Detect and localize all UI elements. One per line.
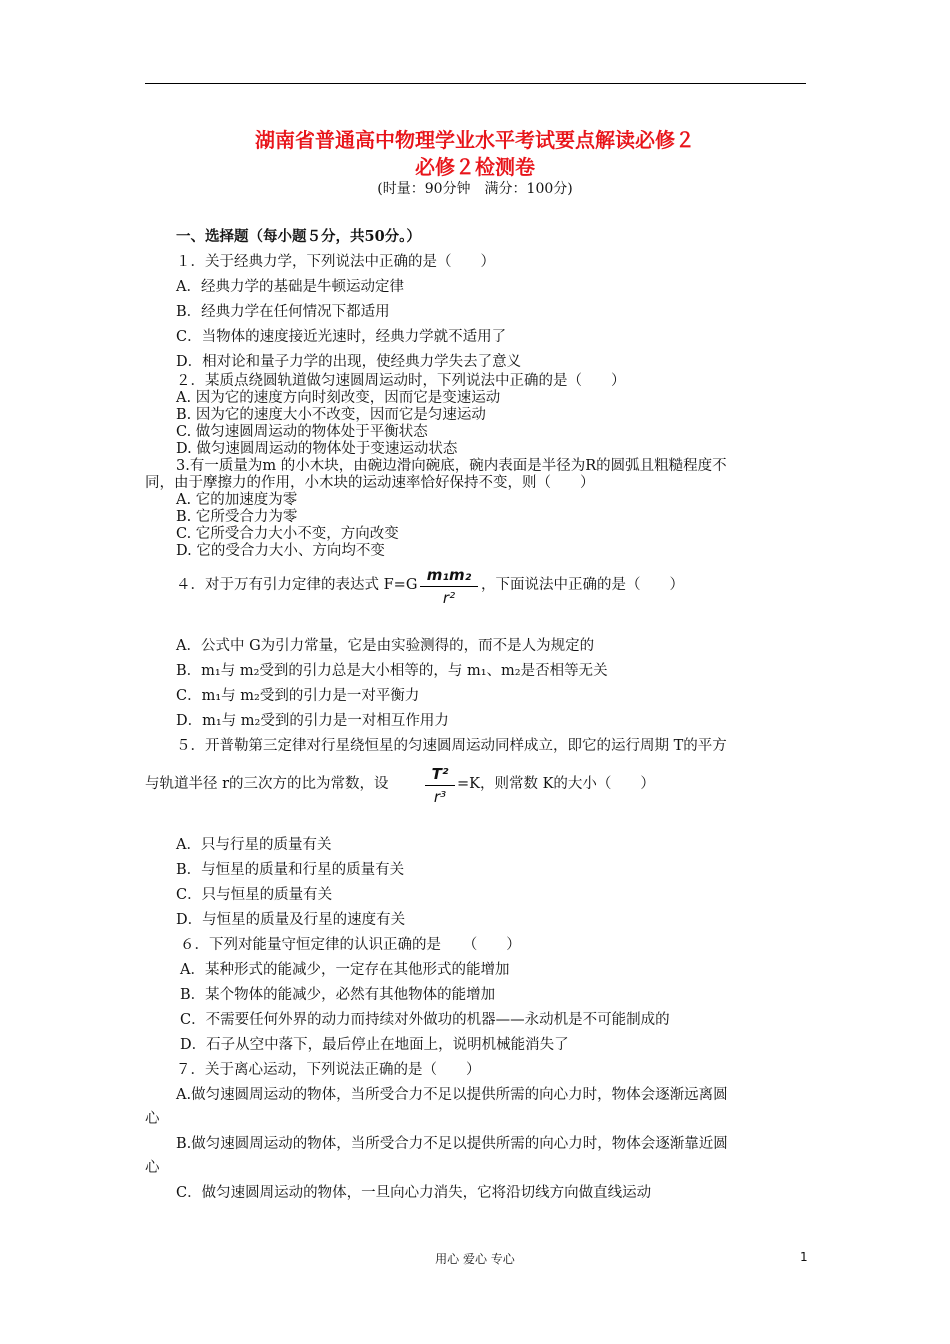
- q2-option-a: A. 因为它的速度方向时刻改变，因而它是变速运动: [176, 390, 501, 406]
- q4-formula-denominator: r²: [442, 589, 456, 607]
- q6-option-d: D．石子从空中落下，最后停止在地面上，说明机械能消失了: [180, 1037, 569, 1053]
- q4-option-b: B．m₁与 m₂受到的引力总是大小相等的，与 m₁、m₂是否相等无关: [176, 663, 608, 679]
- q2-option-b: B. 因为它的速度大小不改变，因而它是匀速运动: [176, 407, 486, 423]
- q6-option-a: A．某种形式的能减少，一定存在其他形式的能增加: [180, 962, 510, 978]
- q6-stem: ６．下列对能量守恒定律的认识正确的是 （ ）: [180, 937, 521, 953]
- q4-option-c: C．m₁与 m₂受到的引力是一对平衡力: [176, 688, 420, 704]
- q3-option-d: D. 它的受合力大小、方向均不变: [176, 543, 385, 559]
- q5-formula-numerator: T²: [431, 765, 449, 783]
- q3-option-a: A. 它的加速度为零: [176, 492, 298, 508]
- footer-text: 用心 爱心 专心: [435, 1252, 515, 1266]
- q2-option-c: C. 做匀速圆周运动的物体处于平衡状态: [176, 424, 428, 440]
- q4-stem-prefix: ４．对于万有引力定律的表达式 F=G: [176, 577, 418, 593]
- page-number: 1: [800, 1250, 808, 1264]
- q1-option-d: D．相对论和量子力学的出现，使经典力学失去了意义: [176, 354, 522, 370]
- q5-option-d: D．与恒星的质量及行星的速度有关: [176, 912, 406, 928]
- q5-stem-line1: ５．开普勒第三定律对行星绕恒星的匀速圆周运动同样成立，即它的运行周期 T的平方: [176, 738, 727, 754]
- q5-stem-line2-suffix: =K，则常数 K的大小（ ）: [457, 776, 655, 792]
- q6-option-b: B．某个物体的能减少，必然有其他物体的能增加: [180, 987, 496, 1003]
- fraction-bar: [420, 586, 478, 587]
- section-heading: 一、选择题（每小题５分，共50分。）: [176, 228, 421, 245]
- q4-stem-suffix: ，下面说法中正确的是（ ）: [481, 577, 684, 593]
- q4-formula-numerator: m₁m₂: [426, 566, 472, 584]
- q7-option-b-line1: B.做匀速圆周运动的物体，当所受合力不足以提供所需的向心力时，物体会逐渐靠近圆: [176, 1136, 728, 1152]
- q7-option-b-line2: 心: [145, 1160, 160, 1176]
- document-title: 湖南省普通高中物理学业水平考试要点解读必修２: [255, 128, 695, 152]
- q1-option-a: A．经典力学的基础是牛顿运动定律: [176, 279, 404, 295]
- q7-stem: ７．关于离心运动，下列说法正确的是（ ）: [176, 1062, 481, 1078]
- q4-formula: [420, 566, 478, 607]
- fraction-bar: [425, 785, 455, 786]
- q6-option-c: C．不需要任何外界的动力而持续对外做功的机器——永动机是不可能制成的: [180, 1012, 670, 1028]
- q1-option-c: C．当物体的速度接近光速时，经典力学就不适用了: [176, 329, 507, 345]
- q4-option-a: A．公式中 G为引力常量，它是由实验测得的，而不是人为规定的: [176, 638, 595, 654]
- q3-stem-line1: 3.有一质量为m 的小木块，由碗边滑向碗底，碗内表面是半径为R的圆弧且粗糙程度不: [176, 458, 727, 474]
- q2-stem: ２．某质点绕圆轨道做匀速圆周运动时，下列说法中正确的是（ ）: [176, 373, 626, 389]
- q4-option-d: D．m₁与 m₂受到的引力是一对相互作用力: [176, 713, 449, 729]
- document-subtitle-title: 必修２检测卷: [415, 155, 535, 179]
- q1-stem: １．关于经典力学，下列说法中正确的是（ ）: [176, 254, 495, 270]
- q5-option-a: A．只与行星的质量有关: [176, 837, 332, 853]
- q3-option-b: B. 它所受合力为零: [176, 509, 298, 525]
- header-rule: [145, 83, 806, 84]
- q5-option-b: B．与恒星的质量和行星的质量有关: [176, 862, 405, 878]
- q7-option-c: C．做匀速圆周运动的物体，一旦向心力消失，它将沿切线方向做直线运动: [176, 1185, 652, 1201]
- q5-stem-line2-prefix: 与轨道半径 r的三次方的比为常数，设: [145, 776, 389, 792]
- q5-option-c: C．只与恒星的质量有关: [176, 887, 333, 903]
- q2-option-d: D. 做匀速圆周运动的物体处于变速运动状态: [176, 441, 458, 457]
- q7-option-a-line1: A.做匀速圆周运动的物体，当所受合力不足以提供所需的向心力时，物体会逐渐远离圆: [176, 1087, 728, 1103]
- q3-option-c: C. 它所受合力大小不变，方向改变: [176, 526, 399, 542]
- q5-formula: [425, 765, 455, 806]
- q1-option-b: B．经典力学在任何情况下都适用: [176, 304, 390, 320]
- q7-option-a-line2: 心: [145, 1111, 160, 1127]
- exam-time-score: (时量：90分钟 满分：100分): [377, 181, 573, 197]
- q3-stem-line2: 同，由于摩擦力的作用，小木块的运动速率恰好保持不变，则（ ）: [145, 475, 595, 491]
- q5-formula-denominator: r³: [433, 788, 447, 806]
